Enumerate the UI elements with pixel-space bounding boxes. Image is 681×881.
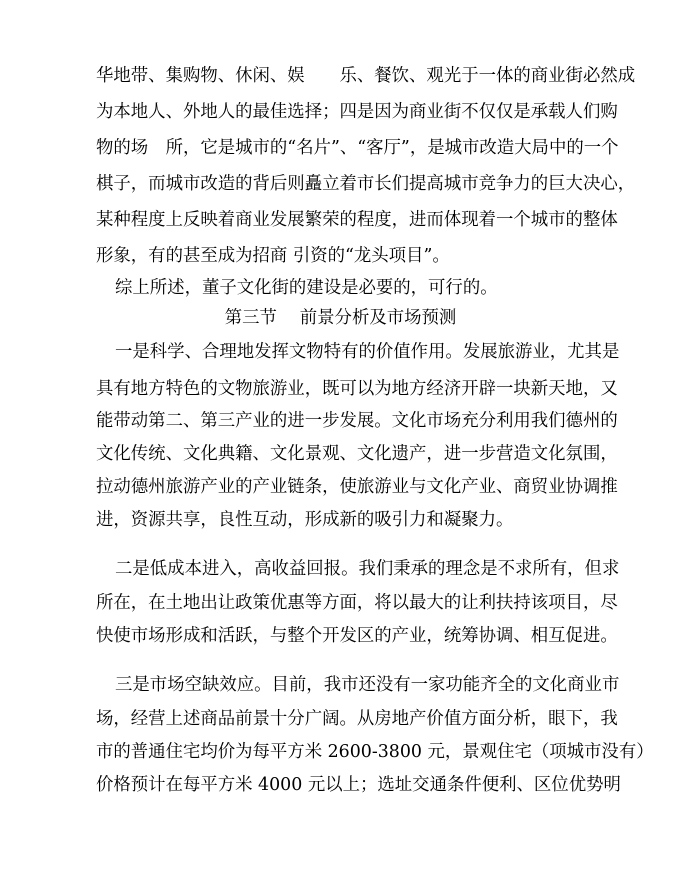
para3-line-1: 三是市场空缺效应。目前，我市还没有一家功能齐全的文化商业市 <box>115 675 620 695</box>
para2-line-2: 所在，在土地出让政策优惠等方面，将以最大的让利扶持该项目，尽 <box>96 593 618 613</box>
para3-line-4: 价格预计在每平方米 4000 元以上；选址交通条件便利、区位优势明 <box>96 775 621 795</box>
intro-line-5: 某种程度上反映着商业发展繁荣的程度，进而体现着一个城市的整体 <box>96 210 618 230</box>
para3-line-2: 场，经营上述商品前景十分广阔。从房地产价值方面分析，眼下，我 <box>96 709 618 729</box>
intro-line-6: 形象，有的甚至成为招商 引资的“龙头项目”。 <box>96 246 450 266</box>
para1-line-1: 一是科学、合理地发挥文物特有的价值作用。发展旅游业，尤其是 <box>115 342 620 362</box>
section-heading: 第三节 前景分析及市场预测 <box>224 308 457 328</box>
para1-line-4: 文化传统、文化典籍、文化景观、文化遗产，进一步营造文化氛围， <box>96 444 618 464</box>
para1-line-2: 具有地方特色的文物旅游业，既可以为地方经济开辟一块新天地，又 <box>96 379 618 399</box>
intro-line-1: 华地带、集购物、休闲、娱 乐、餐饮、观光于一体的商业街必然成 <box>96 66 636 86</box>
conclusion-line: 综上所述，董子文化街的建设是必要的，可行的。 <box>115 278 498 298</box>
intro-line-3: 物的场 所，它是城市的“名片”、“客厅”，是城市改造大局中的一个 <box>96 138 619 158</box>
intro-line-2: 为本地人、外地人的最佳选择；四是因为商业街不仅仅是承载人们购 <box>96 102 618 122</box>
para1-line-6: 进，资源共享，良性互动，形成新的吸引力和凝聚力。 <box>96 510 514 530</box>
intro-line-4: 棋子，而城市改造的背后则矗立着市长们提高城市竞争力的巨大决心， <box>96 174 636 194</box>
para1-line-5: 拉动德州旅游产业的产业链条，使旅游业与文化产业、商贸业协调推 <box>96 477 618 497</box>
para2-line-1: 二是低成本进入，高收益回报。我们秉承的理念是不求所有，但求 <box>115 559 620 579</box>
para2-line-3: 快使市场形成和活跃，与整个开发区的产业，统筹协调、相互促进。 <box>96 626 618 646</box>
para3-line-3: 市的普通住宅均价为每平方米 2600-3800 元，景观住宅（项城市没有） <box>96 742 654 762</box>
para1-line-3: 能带动第二、第三产业的进一步发展。文化市场充分利用我们德州的 <box>96 411 618 431</box>
